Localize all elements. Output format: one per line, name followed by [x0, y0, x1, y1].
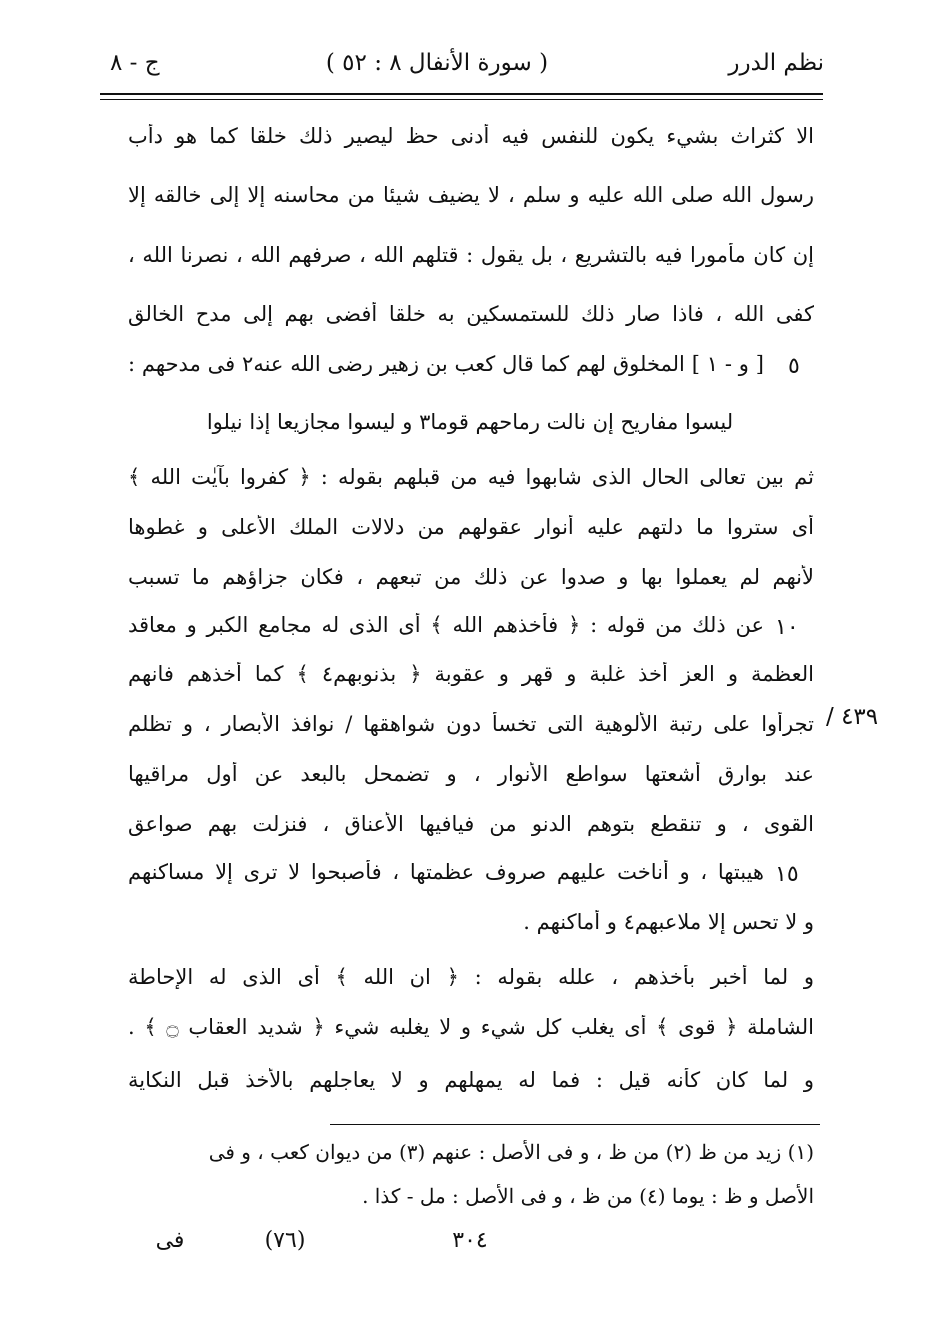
- catchword: فى: [155, 1228, 185, 1253]
- text-line: الشاملة ﴿ قوى ﴾ أى يغلب كل شيء و لا يغلبه شيء ﴿ شديد العقاب ۝ ﴾ .: [128, 1015, 814, 1039]
- header-rule-thin: [100, 99, 823, 100]
- text-line: هيبتها ، و أناخت عليهم صروف عظمتها ، فأصبحوا لا ترى إلا مساكنهم: [128, 860, 764, 884]
- running-title: نظم الدرر: [728, 50, 824, 76]
- header-rule: [100, 93, 823, 95]
- text-line: عن ذلك من قوله : ﴿ فأخذهم الله ﴾ أى الذى له مجامع الكبر و معاقد: [128, 613, 764, 637]
- volume-number: ج - ٨: [110, 50, 160, 76]
- text-line: و لا تحس إلا ملاعبهم٤ و أماكنهم .: [523, 910, 814, 934]
- page-number: ٣٠٤: [452, 1228, 488, 1253]
- text-line: كفى الله ، فاذا صار ذلك للستمسكين به خلقا أفضى بهم إلى مدح الخالق: [128, 302, 814, 326]
- margin-page-reference: ٤٣٩ /: [826, 704, 879, 730]
- text-line: و لما كان كأنه قيل : فما له يمهلهم و لا يعاجلهم بالأخذ قبل النكاية: [128, 1068, 814, 1092]
- text-line: ثم بين تعالى الحال الذى شابهوا فيه من قبلهم بقوله : ﴿ كفروا بآيٰت الله ﴾: [128, 465, 814, 489]
- line-number: ١٥: [775, 862, 799, 887]
- line-number: ٥: [788, 354, 800, 379]
- footnote-line: (١) زيد من ظ (٢) من ظ ، و فى الأصل : عنهم (٣) من ديوان كعب ، و فى: [208, 1140, 814, 1164]
- text-line: الا كثراث بشيء يكون للنفس فيه أدنى حظ ليصير ذلك خلقا كما هو دأب: [128, 124, 814, 148]
- text-line: عند بوارق أشعتها سواطع الأنوار ، و تضمحل بالبعد عن أول مراقيها: [128, 762, 814, 786]
- poetry-verse: ليسوا مفاريح إن نالت رماحهم قوما٣ و ليسوا مجازيعا إذا نيلوا: [206, 410, 734, 434]
- text-line: إن كان مأمورا فيه بالتشريع ، بل يقول : قتلهم الله ، صرفهم الله ، نصرنا الله ،: [128, 243, 814, 267]
- sheet-number: (٧٦): [264, 1228, 306, 1253]
- footnote-line: الأصل و ظ : يوما (٤) من ظ ، و فى الأصل : مل - كذا .: [362, 1184, 814, 1208]
- text-line: و لما أخبر بأخذهم ، علله بقوله : ﴿ ان الله ﴾ أى الذى له الإحاطة: [128, 965, 814, 989]
- text-line: رسول الله صلى الله عليه و سلم ، لا يضيف شيئا من محاسنه إلا إلى خالقه إلا: [128, 183, 814, 207]
- text-line: لأنهم لم يعملوا بها و صدوا عن ذلك من تبعهم ، فكان جزاؤهم ما تسبب: [128, 565, 814, 589]
- footnote-rule: [330, 1124, 820, 1125]
- text-line: تجرأوا على رتبة الألوهية التى تخسأ دون شواهقها / نوافذ الأبصار ، و تظلم: [128, 712, 814, 736]
- surah-reference: ( سورة الأنفال ٨ : ٥٢ ): [325, 50, 549, 76]
- line-number: ١٠: [775, 615, 799, 640]
- text-line: العظمة و العز أخذ غلبة و قهر و عقوبة ﴿ بذنوبهم٤ ﴾ كما أخذهم فانهم: [128, 662, 814, 686]
- text-line: القوى ، و تنقطع بتوهم الدنو من فيافيها الأعناق ، فنزلت بهم صواعق: [128, 812, 814, 836]
- text-line: [ و - ١ ] المخلوق لهم كما قال كعب بن زهير رضى الله عنه٢ فى مدحهم :: [128, 352, 764, 376]
- text-line: أى ستروا ما دلتهم عليه أنوار عقولهم من دلالات الملك الأعلى و غطوها: [128, 515, 814, 539]
